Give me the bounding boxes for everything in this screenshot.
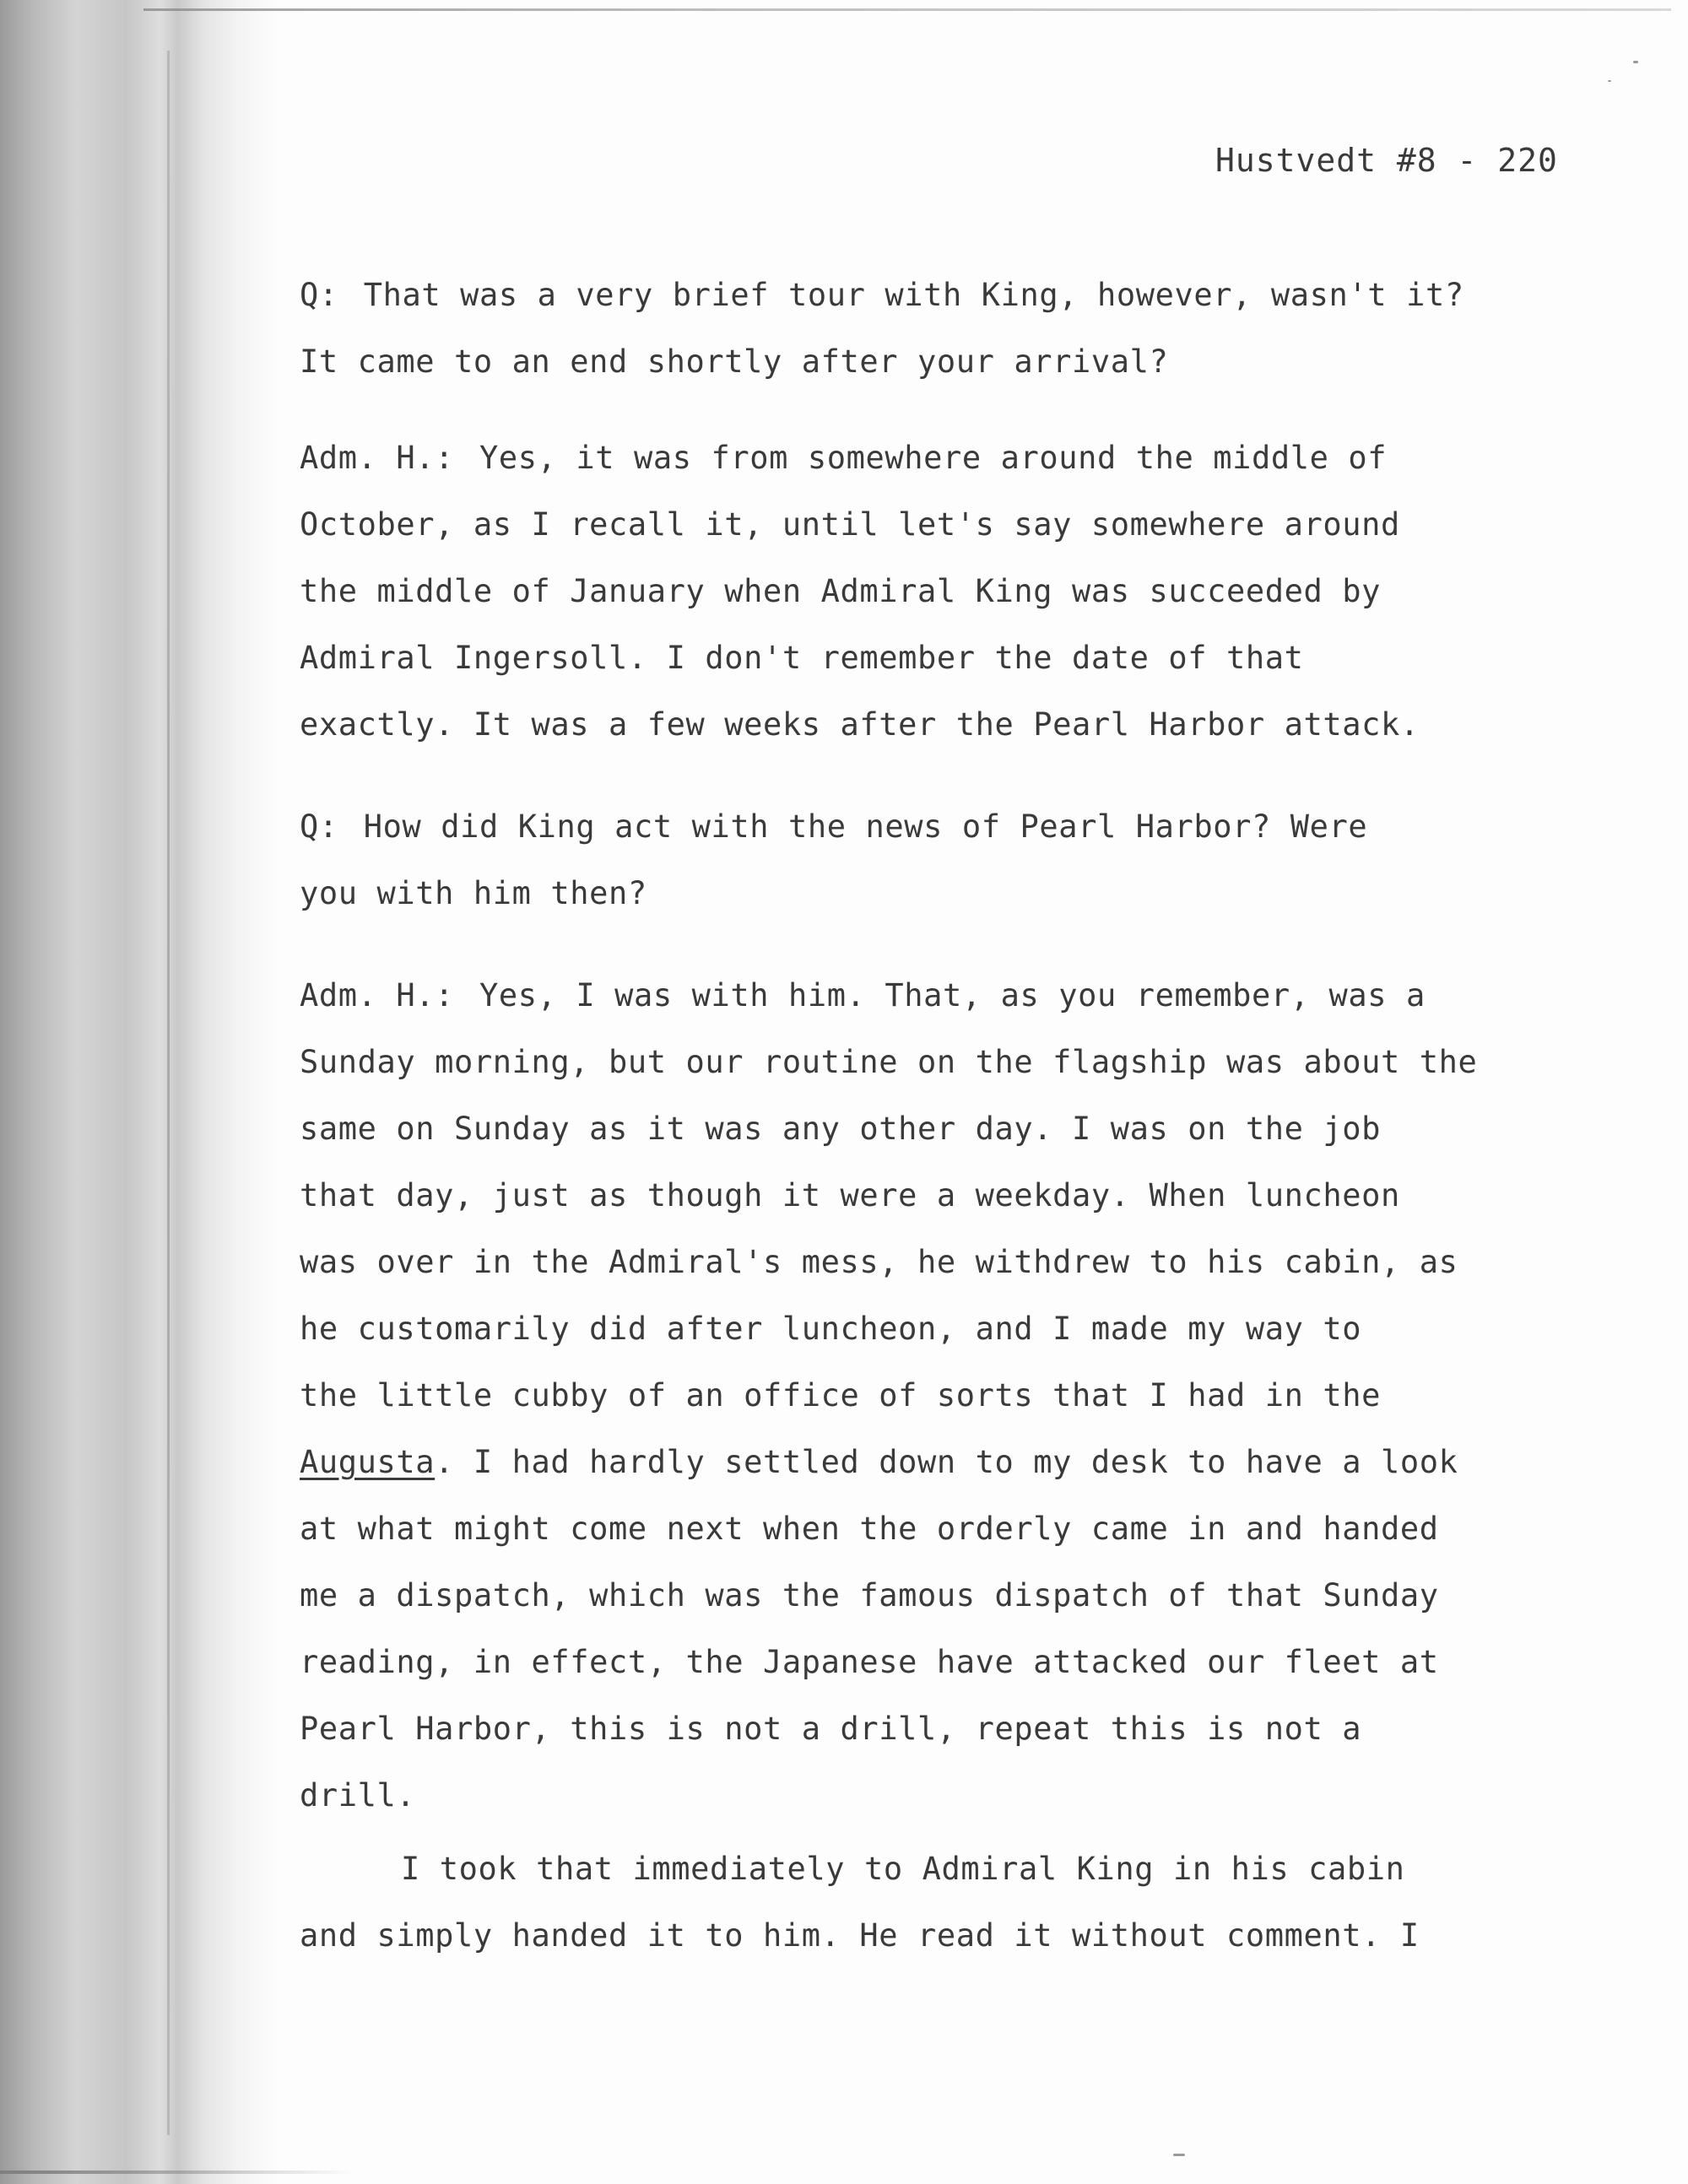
ship-name: Augusta — [300, 1444, 436, 1480]
speaker-label: Adm. H.: — [300, 977, 455, 1014]
text-line: October, as I recall it, until let's say somewhere around — [300, 506, 1400, 543]
text-line: Admiral Ingersoll. I don't remember the date of that — [300, 640, 1304, 676]
text-line: the middle of January when Admiral King was succeeded by — [300, 573, 1382, 609]
text-line: and simply handed it to him. He read it without comment. I — [300, 1917, 1420, 1954]
question-paragraph — [300, 262, 1540, 395]
speaker-label: Q: — [300, 808, 338, 845]
answer-paragraph — [300, 962, 1540, 1829]
question-paragraph — [300, 793, 1540, 927]
text-line: I took that immediately to Admiral King in his cabin — [401, 1851, 1405, 1887]
text-line — [300, 962, 1540, 1029]
answer-paragraph — [300, 424, 1540, 758]
line-text: How did King act with the news of Pearl Harbor? Were — [363, 808, 1368, 845]
text-line: the little cubby of an office of sorts that I had in the — [300, 1377, 1382, 1414]
continuation-paragraph — [300, 1835, 1540, 1969]
page-header: Hustvedt #8 - 220 — [1215, 142, 1558, 179]
speaker-label: Adm. H.: — [300, 440, 455, 476]
text-line: Sunday morning, but our routine on the flagship was about the — [300, 1044, 1478, 1080]
text-line — [300, 1429, 1540, 1495]
text-line: same on Sunday as it was any other day. I was on the job — [300, 1111, 1382, 1147]
text-line — [300, 793, 1540, 860]
text-line: Pearl Harbor, this is not a drill, repeat this is not a — [300, 1711, 1362, 1747]
speaker-label: Q: — [300, 277, 338, 313]
text-line: you with him then? — [300, 875, 647, 911]
text-line: me a dispatch, which was the famous dispatch of that Sunday — [300, 1577, 1439, 1614]
text-line: he customarily did after luncheon, and I made my way to — [300, 1311, 1362, 1347]
text-line: was over in the Admiral's mess, he withdrew to his cabin, as — [300, 1244, 1458, 1280]
line-text: Yes, I was with him. That, as you remember, was a — [479, 977, 1426, 1014]
line-text: . I had hardly settled down to my desk to have a look — [435, 1444, 1458, 1480]
line-text: That was a very brief tour with King, however, wasn't it? — [363, 277, 1464, 313]
text-line: drill. — [300, 1777, 416, 1814]
text-line: exactly. It was a few weeks after the Pearl Harbor attack. — [300, 706, 1420, 743]
text-line: at what might come next when the orderly came in and handed — [300, 1511, 1439, 1547]
text-line: that day, just as though it were a weekday. When luncheon — [300, 1177, 1400, 1214]
line-text: Yes, it was from somewhere around the middle of — [479, 440, 1388, 476]
text-line — [300, 262, 1540, 328]
text-line — [300, 424, 1540, 491]
text-line: It came to an end shortly after your arrival? — [300, 343, 1169, 380]
text-line: reading, in effect, the Japanese have attacked our fleet at — [300, 1644, 1439, 1680]
